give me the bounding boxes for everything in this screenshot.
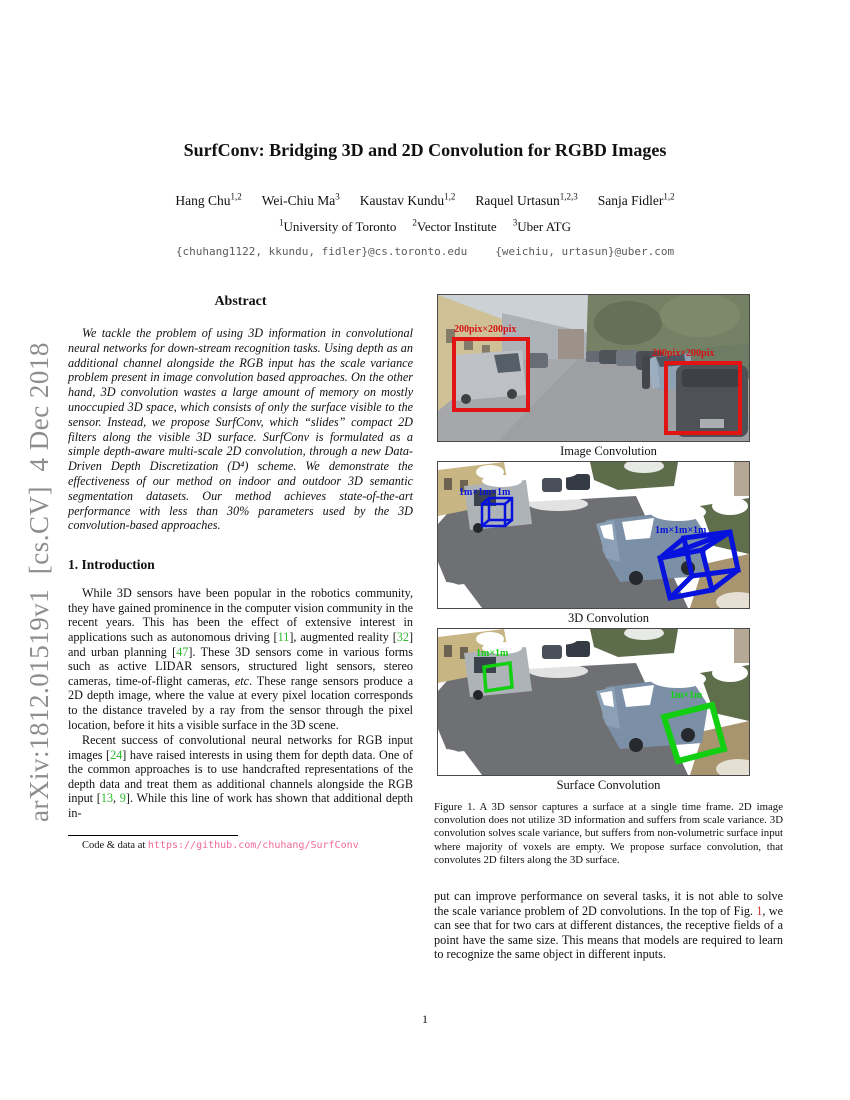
footnote: Code & data at https://github.com/chuhang/SurfConv xyxy=(82,839,359,851)
affiliation: $^1$University of Toronto xyxy=(278,217,397,234)
right-column xyxy=(434,288,783,963)
paper-header xyxy=(0,140,850,258)
panel-caption-image-convolution: Image Convolution xyxy=(560,444,657,458)
github-link[interactable]: https://github.com/chuhang/SurfConv xyxy=(147,839,359,851)
figure-1 xyxy=(434,294,783,867)
figure-1-caption: Figure 1. A 3D sensor captures a surface at a single time frame. 2D image convolution does not utilize 3D information and suffers from scale variance. 3D convolution solves scale variance, but suffers from non-volumetric surface input where majority of voxels are empty. We propose surface convolution, that convolutes 2D filters along the 3D surface. xyxy=(434,801,783,866)
citation-ref-47[interactable]: 47 xyxy=(176,644,189,659)
abstract-text: We tackle the problem of using 3D information in convolutional neural networks for down-stream recognition tasks. Using depth as an additional channel alongside the RGB input has the scale variance problem present in image convolution based approaches. On the other hand, 3D convolution wastes a large amount of memory on mostly unoccupied 3D space, which consists of only the surface visible to the sensor. Instead, we propose SurfConv, which “slides” compact 2D filters along the visible 3D surface. SurfConv is formulated as a simple depth-aware multi-scale 2D convolution, through a new Data-Driven Depth Discretization (D⁴) scheme. We demonstrate the effectiveness of our method on indoor and outdoor 3D semantic segmentation datasets. Our method achieves state-of-the-art performance with less than 30% parameters used by the 3D convolution-based approaches. xyxy=(68,326,413,533)
intro-paragraph-2-continued: put can improve performance on several tasks, it is not able to solve the scale variance problem of 2D convolutions. In the top of Fig. 1, we can see that for two cars at different distances, the receptive fields of a point have the same size. This means that models are required to learn to recognize the same object in different inputs. xyxy=(434,889,784,962)
panel-caption-surface-convolution: Surface Convolution xyxy=(556,778,661,792)
intro-paragraph-1: While 3D sensors have been popular in the robotics community, they have gained prominence in the computer vision community in the recent years. This has been the effect of extensive interest in applications such as autonomous driving [11], augmented reality [32] and urban planning [47]. These 3D sensors come in various forms such as active LIDAR sensors, structured light sensors, stereo cameras, time-of-flight cameras, etc. These range sensors produce a 2D depth image, where the value at every pixel location corresponds to the distance traveled by a ray from the sensor through the pixel location, before it hits a visible surface in the 3D scene. xyxy=(68,586,413,732)
receptive-field-label: 200pix×200pix xyxy=(454,324,517,335)
section-heading-introduction: 1. Introduction xyxy=(68,557,155,573)
figure-panel-image-convolution xyxy=(437,294,750,442)
receptive-field-label: 200pix×200pix xyxy=(652,348,715,359)
affiliation: $^2$Vector Institute xyxy=(412,217,497,234)
author: Kaustav Kundu$^{1,2}$ xyxy=(359,191,456,208)
panel-caption-3d-convolution: 3D Convolution xyxy=(568,611,649,625)
citation-ref-9[interactable]: 9 xyxy=(119,791,126,806)
email-group-toronto: {chuhang1122, kkundu, fidler}@cs.toronto.edu xyxy=(175,244,468,258)
author: Raquel Urtasun$^{1,2,3}$ xyxy=(475,191,578,208)
citation-ref-24[interactable]: 24 xyxy=(110,747,123,762)
figure-panel-3d-convolution xyxy=(437,461,750,609)
affiliation: $^3$Uber ATG xyxy=(512,217,572,234)
voxel-size-label: 1m×1m×1m xyxy=(655,525,707,536)
citation-ref-32[interactable]: 32 xyxy=(396,629,409,644)
email-line xyxy=(0,245,850,258)
citation-ref-11[interactable]: 11 xyxy=(277,629,290,644)
patch-size-label: 1m×1m xyxy=(670,690,703,701)
author: Hang Chu$^{1,2}$ xyxy=(175,191,242,208)
footnote-rule xyxy=(68,835,238,836)
voxel-size-label: 1m×1m×1m xyxy=(459,487,511,498)
left-column xyxy=(68,288,413,851)
author: Wei-Chiu Ma$^3$ xyxy=(261,191,340,208)
email-group-uber: {weichiu, urtasun}@uber.com xyxy=(495,244,675,258)
figure-ref-1[interactable]: 1 xyxy=(756,903,763,918)
author: Sanja Fidler$^{1,2}$ xyxy=(597,191,675,208)
figure-panel-surface-convolution xyxy=(437,628,750,776)
page-number: 1 xyxy=(422,1012,428,1026)
paper-title: SurfConv: Bridging 3D and 2D Convolution for RGBD Images xyxy=(183,140,667,160)
affiliation-line xyxy=(0,218,850,235)
citation-ref-13[interactable]: 13 xyxy=(100,791,114,806)
author-line xyxy=(0,191,850,209)
arxiv-watermark: arXiv:1812.01519v1 [cs.CV] 4 Dec 2018 xyxy=(24,342,54,822)
intro-paragraph-2: Recent success of convolutional neural networks for RGB input images [24] have raised interests in using them for depth data. One of the common approaches is to use handcrafted representations of the depth data and treat them as additional channels alongside the RGB input [13, 9]. While this line of work has shown that additional depth in- xyxy=(68,733,413,821)
abstract-heading: Abstract xyxy=(214,294,267,309)
street-photo-scene xyxy=(438,295,749,441)
patch-size-label: 1m×1m xyxy=(476,648,509,659)
